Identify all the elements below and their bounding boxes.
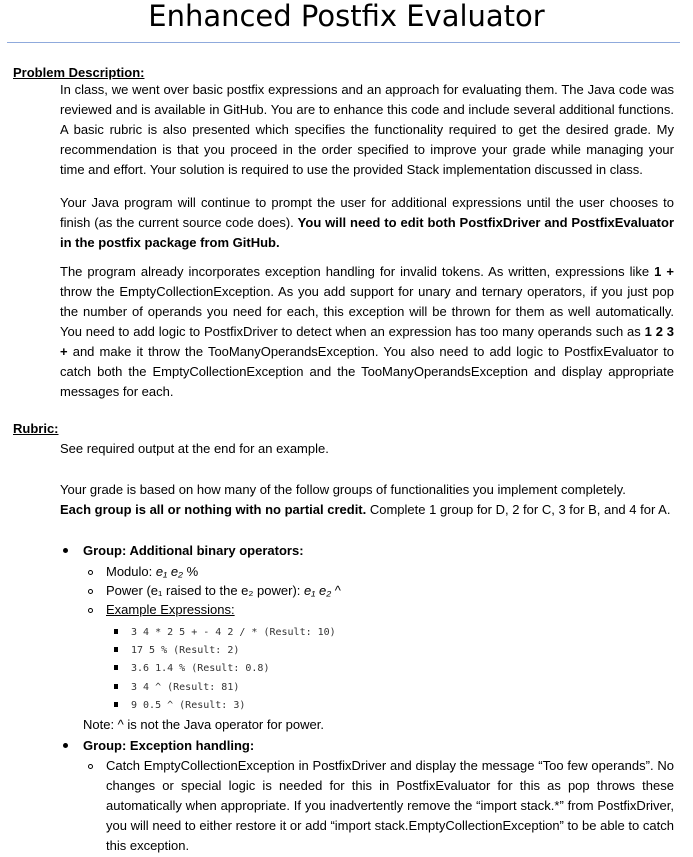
problem-p3-a: The program already incorporates exception handling for invalid tokens. As written, expressions like (60, 264, 655, 279)
bullet-dot (63, 743, 68, 748)
modulo-label: Modulo: (106, 564, 156, 579)
bullet-dot (63, 548, 68, 553)
group1-power (106, 581, 341, 600)
rubric-p3-text: Complete 1 group for D, 2 for C, 3 for B, and 4 for A. (366, 502, 671, 517)
group2-heading: Group: Exception handling: (83, 738, 255, 753)
examples-label: Example Expressions: (106, 602, 235, 617)
title-divider (7, 42, 680, 43)
rubric-paragraph-1: See required output at the end for an example. (60, 441, 329, 456)
rubric-p3-bold: Each group is all or nothing with no partial credit. (60, 502, 367, 517)
example-expression: 17 5 % (Result: 2) (131, 645, 240, 656)
group1-note: Note: ^ is not the Java operator for power. (83, 717, 324, 732)
rubric-paragraph-2: Your grade is based on how many of the follow groups of functionalities you implement completely. (60, 482, 626, 497)
example-expression: 9 0.5 ^ (Result: 3) (131, 700, 246, 711)
example-expression: 3.6 1.4 % (Result: 0.8) (131, 663, 270, 674)
bullet-square (114, 684, 118, 689)
rubric-paragraph-3 (60, 500, 674, 520)
problem-paragraph-2 (60, 193, 674, 253)
power-op: ^ (331, 583, 341, 598)
group2-text: Catch EmptyCollectionException in PostfixDriver and display the message “Too few operands”. No changes or special logic is needed for this in PostfixEvaluator for this as pop throws these automatically when appropriate. If you inadvertently remove the “import stack.*” from PostfixDriver, you will need to either restore it or add “import stack.EmptyCollectionException” to be able to catch this exception. (106, 758, 674, 853)
page-title: Enhanced Postfix Evaluator (148, 0, 545, 33)
rubric-heading: Rubric: (13, 421, 59, 436)
problem-p2-text: Your Java program will continue to prompt the user for additional expressions until the user chooses to finish (as the current source code does). (60, 195, 674, 230)
problem-heading: Problem Description: (13, 65, 145, 80)
group1-modulo (106, 562, 198, 581)
modulo-expr: e₁ e₂ (155, 564, 184, 579)
modulo-op: % (183, 564, 199, 579)
group1-heading: Group: Additional binary operators: (83, 543, 304, 558)
bullet-circle (88, 570, 93, 575)
problem-p3-c: throw the EmptyCollectionException. As you add support for unary and ternary operators, if you just pop the number of operands you need for each, this exception will be thrown for them as well automatically. You need to add logic to PostfixDriver to detect when an expression has too many operands such as (60, 284, 674, 339)
bullet-circle (88, 764, 93, 769)
bullet-square (114, 629, 118, 634)
problem-p3-e: and make it throw the TooManyOperandsException. You also need to add logic to PostfixEvaluator to catch both the EmptyCollectionException and the TooManyOperandsException and display appropriate messages for each. (60, 344, 674, 399)
bullet-square (114, 647, 118, 652)
bullet-circle (88, 608, 93, 613)
example-expression: 3 4 * 2 5 + - 4 2 / * (Result: 10) (131, 627, 336, 638)
problem-p3-expr1: 1 + (654, 264, 674, 279)
problem-p2-bold: You will need to edit both PostfixDriver and PostfixEvaluator in the postfix package from GitHub. (60, 215, 675, 250)
bullet-square (114, 665, 118, 670)
power-expr: e₁ e₂ (304, 583, 332, 598)
example-expression: 3 4 ^ (Result: 81) (131, 682, 240, 693)
bullet-square (114, 702, 118, 707)
problem-p3-expr2: 1 2 3 + (60, 324, 674, 359)
bullet-circle (88, 589, 93, 594)
problem-paragraph-3 (60, 262, 674, 402)
power-label: Power (e₁ raised to the e₂ power): (106, 583, 305, 598)
problem-paragraph-1: In class, we went over basic postfix expressions and an approach for evaluating them. The Java code was reviewed and is available in GitHub. You are to enhance this code and include several additional functions. A basic rubric is also presented which specifies the functionality required to get the desired grade. My recommendation is that you proceed in the order specified to improve your grade while managing your time and effort. Your solution is required to use the provided Stack implementation discussed in class. (60, 82, 674, 177)
